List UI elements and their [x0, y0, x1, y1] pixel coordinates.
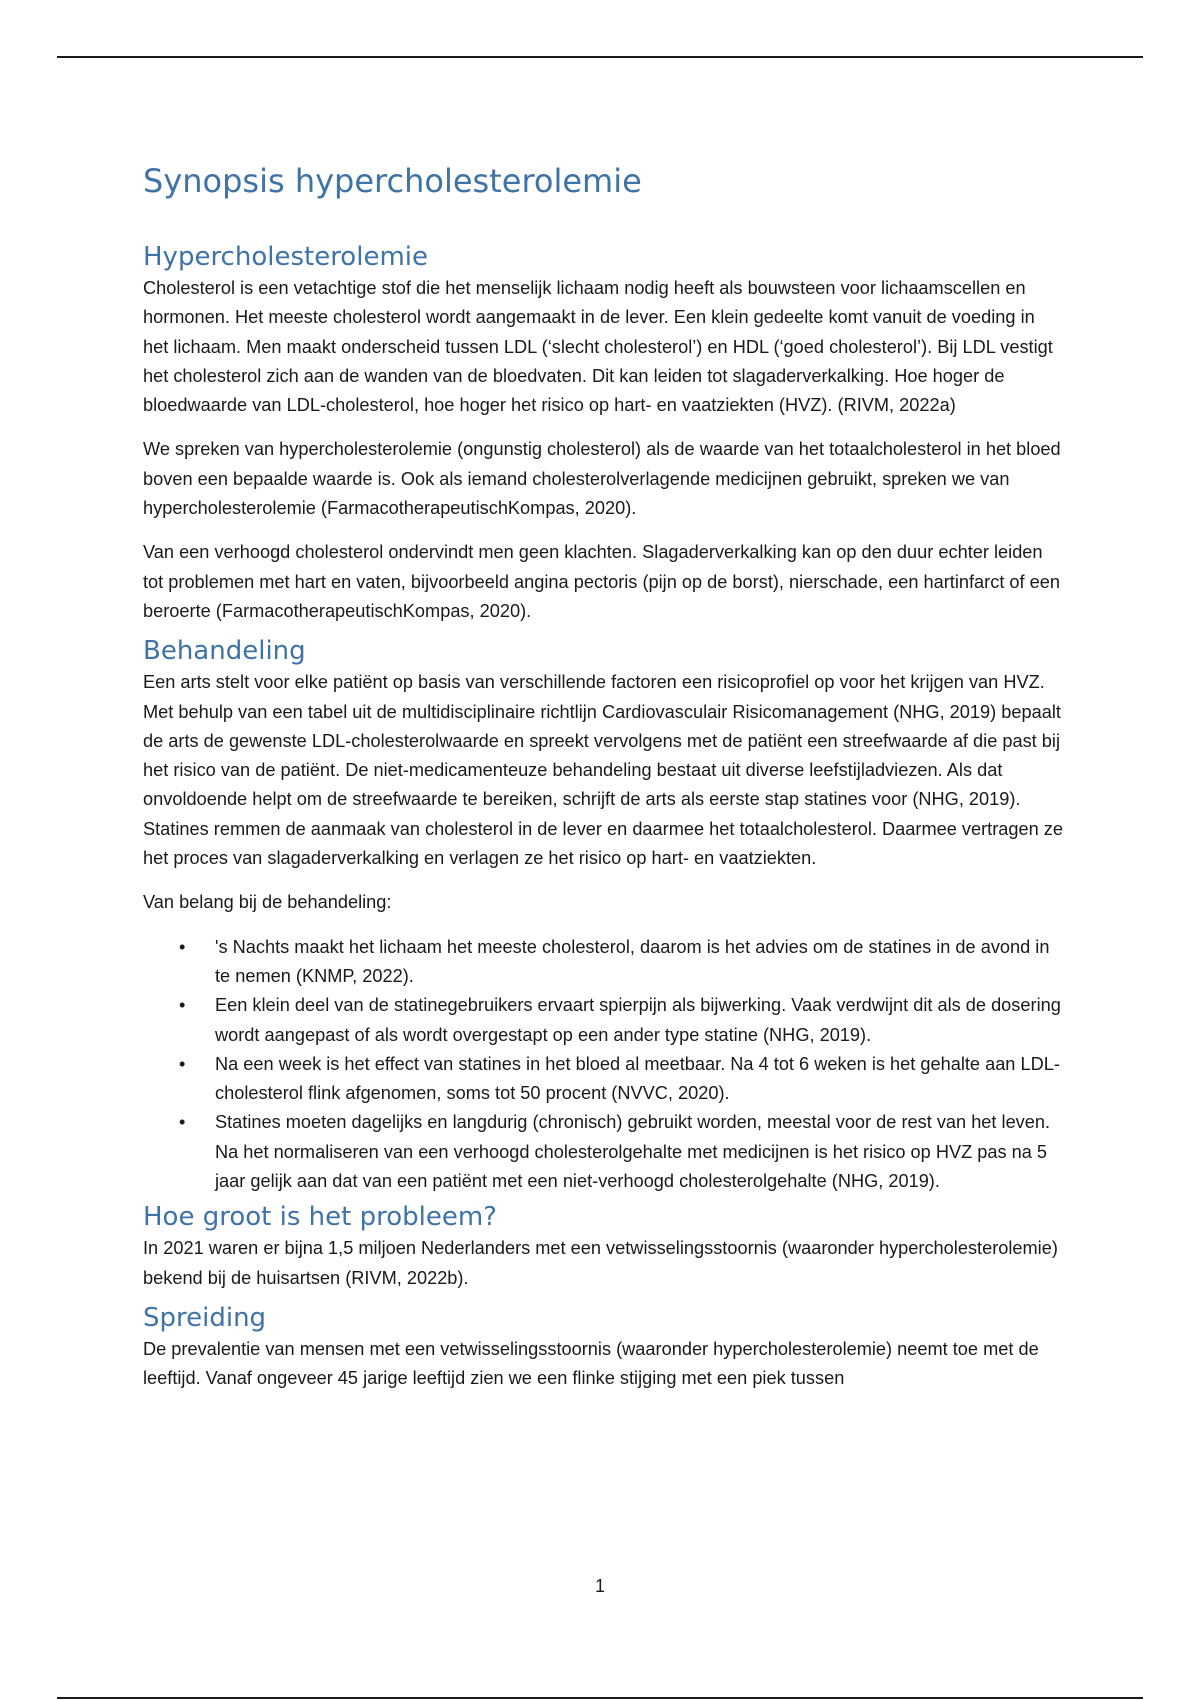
list-item [143, 1050, 1063, 1109]
section-spreiding [143, 1301, 1063, 1394]
bullet-icon: • [179, 936, 186, 957]
bullet-list [143, 933, 1063, 1197]
section-heading: Hypercholesterolemie [143, 242, 428, 272]
section-heading: Hoe groot is het probleem? [143, 1202, 497, 1233]
list-item [143, 991, 1063, 1050]
list-item-text: 's Nachts maakt het lichaam het meeste cholesterol, daarom is het advies om de statines in de avond in te nemen (KNMP, 2022). [215, 936, 1050, 986]
section-behandeling [143, 634, 1063, 1196]
section-hypercholesterolemie [143, 240, 1063, 626]
section-heading: Behandeling [143, 636, 306, 667]
document-body [143, 160, 1063, 1409]
bullet-icon: • [179, 1053, 186, 1074]
list-item-text: Na een week is het effect van statines in het bloed al meetbaar. Na 4 tot 6 weken is het gehalte aan LDL-cholesterol flink afgenomen, soms tot 50 procent (NVVC, 2020). [215, 1053, 1060, 1104]
section-hoe-groot [143, 1200, 1063, 1293]
paragraph: De prevalentie van mensen met een vetwisselingsstoornis (waaronder hypercholesterolemie) neemt toe met de leeftijd. Vanaf ongeveer 45 jarige leeftijd zien we een flinke stijging met een piek tussen [143, 1338, 1039, 1389]
bullet-icon: • [179, 995, 186, 1016]
list-item-text: Een klein deel van de statinegebruikers ervaart spierpijn als bijwerking. Vaak verdwijnt dit als de dosering wordt aangepast of als wordt overgestapt op een ander type statine (NHG, 2019). [215, 995, 1061, 1045]
paragraph: In 2021 waren er bijna 1,5 miljoen Nederlanders met een vetwisselingsstoornis (waaronder hypercholesterolemie) bekend bij de huisartsen (RIVM, 2022b). [143, 1238, 1058, 1288]
paragraph: We spreken van hypercholesterolemie (ongunstig cholesterol) als de waarde van het totaalcholesterol in het bloed boven een bepaalde waarde is. Ook als iemand cholesterolverlagende medicijnen gebruikt, spreken we van hypercholesterolemie (FarmacotherapeutischKompas, 2020). [143, 439, 1061, 519]
header-rule [57, 56, 1143, 58]
paragraph: Van een verhoogd cholesterol ondervindt men geen klachten. Slagaderverkalking kan op den duur echter leiden tot problemen met hart en vaten, bijvoorbeeld angina pectoris (pijn op de borst), nierschade, een hartinfarct of een beroerte (FarmacotherapeutischKompas, 2020). [143, 542, 1060, 621]
section-heading: Spreiding [143, 1302, 267, 1333]
list-item-text: Statines moeten dagelijks en langdurig (chronisch) gebruikt worden, meestal voor de rest van het leven. Na het normaliseren van een verhoogd cholesterolgehalte met medicijnen is het risico op HVZ pas na 5 jaar gelijk aan dat van een patiënt met een niet-verhoogd cholesterolgehalte (NHG, 2019). [215, 1112, 1051, 1192]
paragraph: Van belang bij de behandeling: [143, 892, 392, 913]
paragraph: Cholesterol is een vetachtige stof die het menselijk lichaam nodig heeft als bouwsteen voor lichaamscellen en hormonen. Het meeste cholesterol wordt aangemaakt in de lever. Een klein gedeelte komt vanuit de voeding in het lichaam. Men maakt onderscheid tussen LDL (‘slecht cholesterol’) en HDL (‘goed cholesterol’). Bij LDL vestigt het cholesterol zich aan de wanden van de bloedvaten. Dit kan leiden tot slagaderverkalking. Hoe hoger de bloedwaarde van LDL-cholesterol, hoe hoger het risico op hart- en vaatziekten (HVZ). (RIVM, 2022a) [143, 278, 1053, 416]
bullet-icon: • [179, 1112, 186, 1133]
footer-rule [57, 1697, 1143, 1699]
list-item [143, 933, 1063, 992]
document-title: Synopsis hypercholesterolemie [143, 162, 642, 200]
page-number: 1 [594, 1576, 605, 1596]
paragraph: Een arts stelt voor elke patiënt op basis van verschillende factoren een risicoprofiel op voor het krijgen van HVZ. Met behulp van een tabel uit de multidisciplinaire richtlijn Cardiovasculair Risicomanagement (NHG, 2019) bepaalt de arts de gewenste LDL-cholesterolwaarde en spreekt vervolgens met de patiënt een streefwaarde af die past bij het risico van de patiënt. De niet-medicamenteuze behandeling bestaat uit diverse leefstijladviezen. Als dat onvoldoende helpt om de streefwaarde te bereiken, schrijft de arts als eerste stap statines voor (NHG, 2019). Statines remmen de aanmaak van cholesterol in de lever en daarmee het totaalcholesterol. Daarmee vertragen ze het proces van slagaderverkalking en verlagen ze het risico op hart- en vaatziekten. [143, 672, 1063, 869]
list-item [143, 1108, 1063, 1196]
